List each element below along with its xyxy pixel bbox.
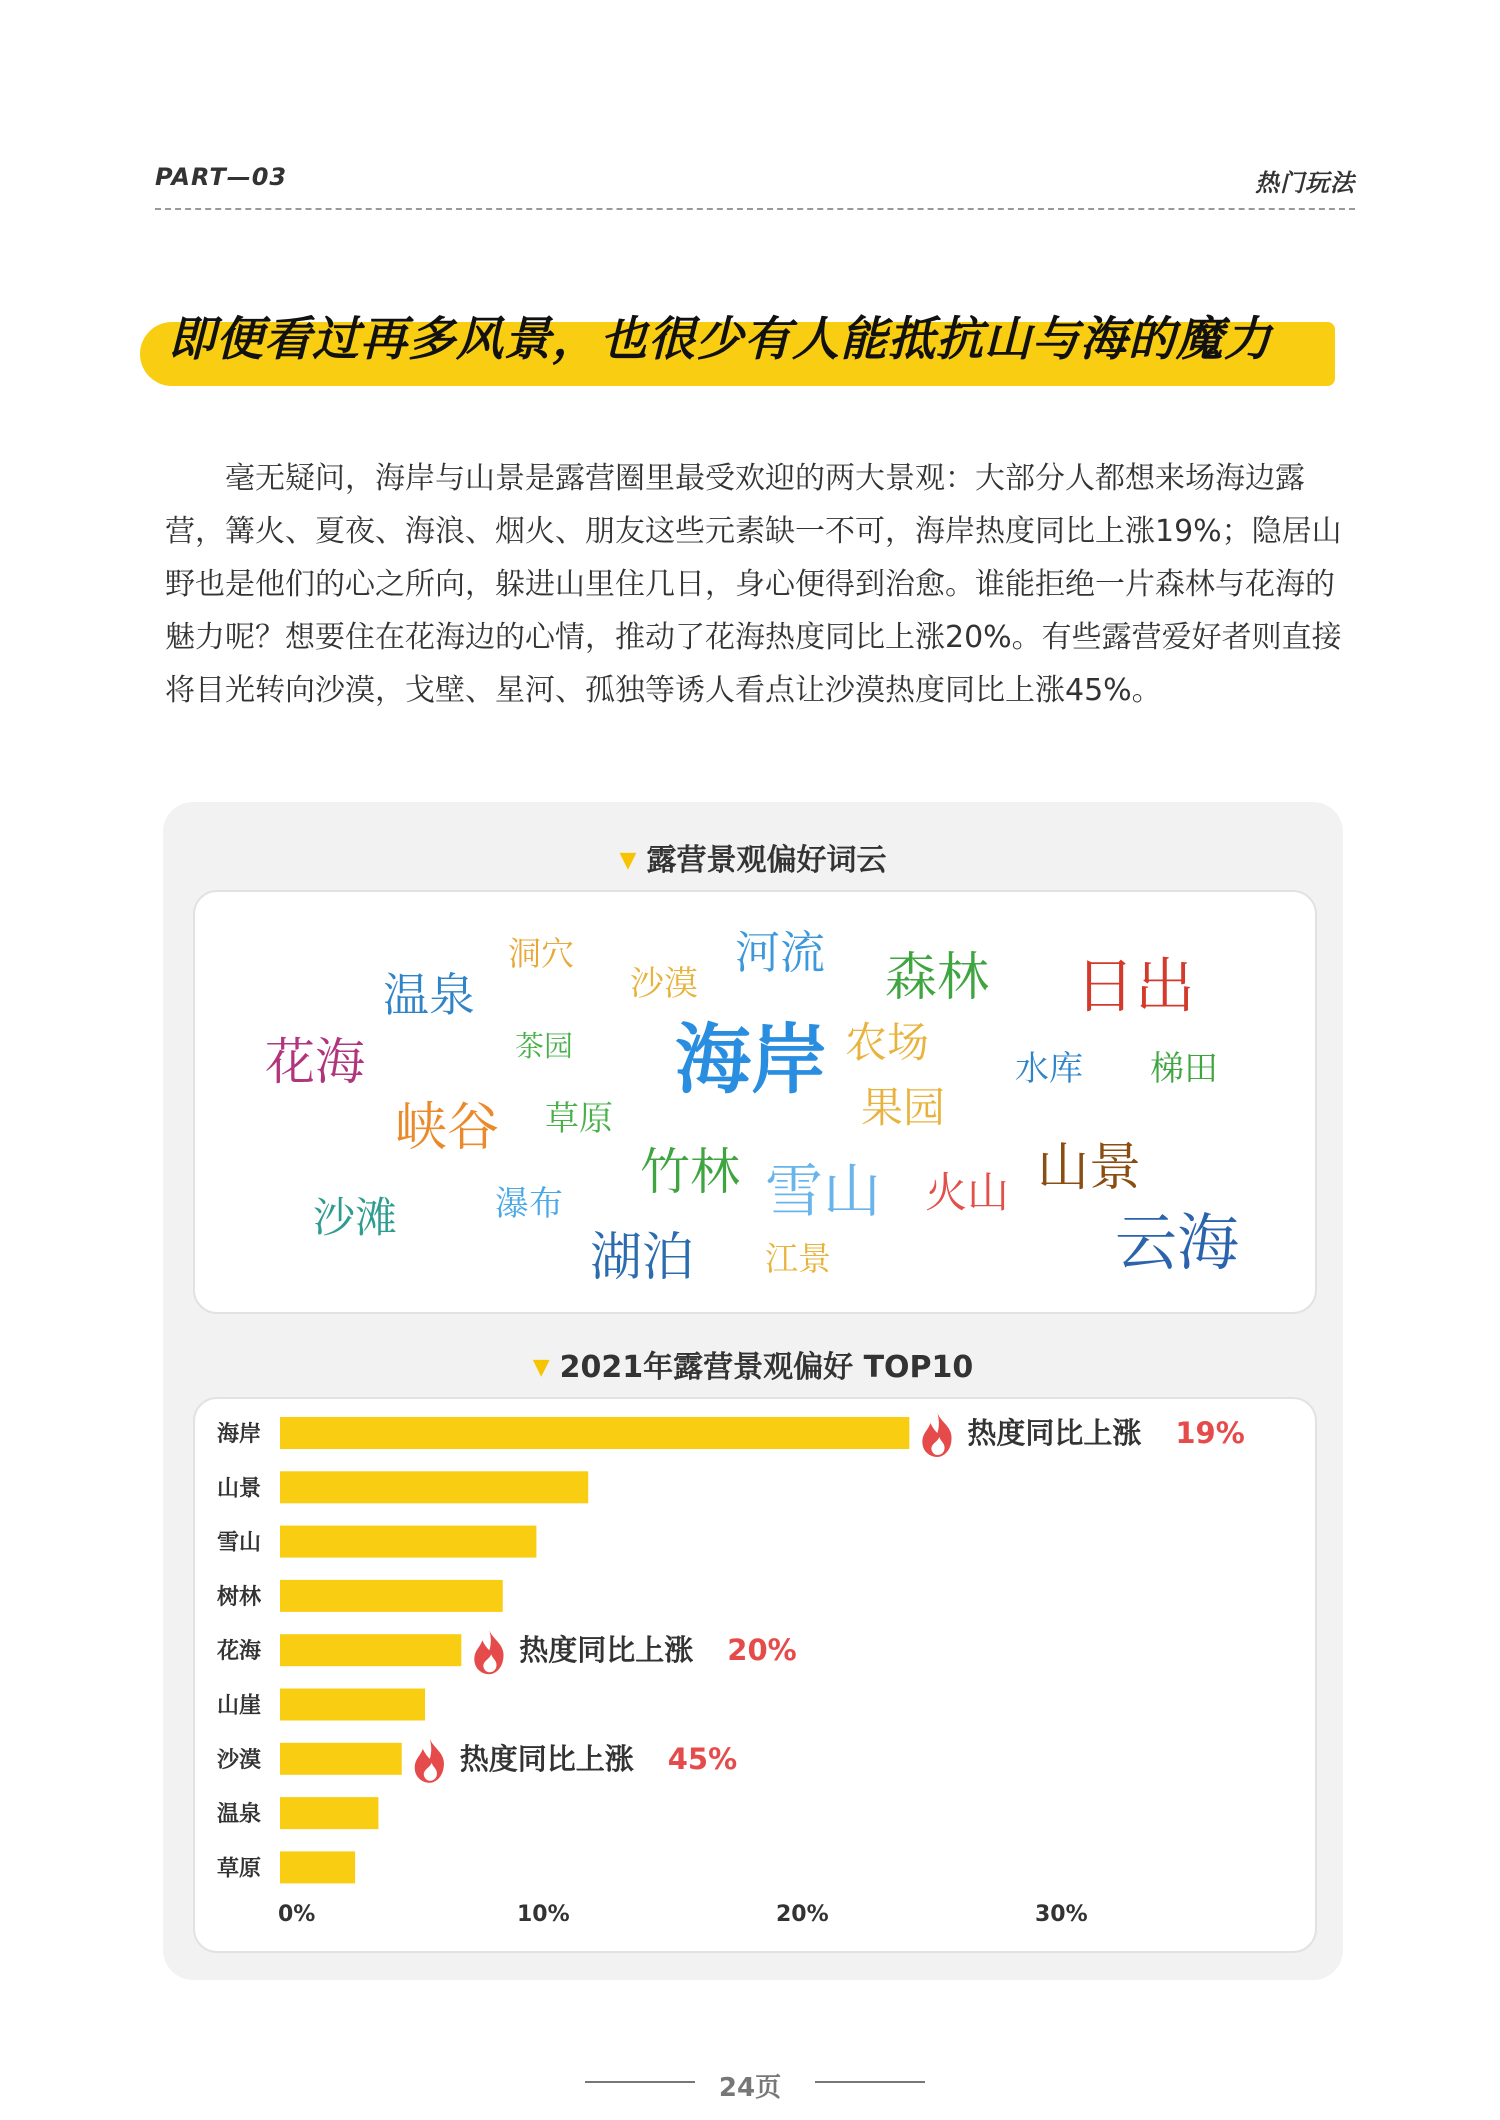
headline: 即便看过再多风景，也很少有人能抵抗山与海的魔力 bbox=[168, 312, 1272, 367]
category-label: 海岸 bbox=[217, 1422, 262, 1447]
page-number: 24页 bbox=[718, 2073, 782, 2103]
category-label: 沙漠 bbox=[217, 1747, 262, 1773]
bar-花海 bbox=[280, 1634, 461, 1666]
word-山景: 山景 bbox=[1037, 1138, 1142, 1198]
category-label: 花海 bbox=[217, 1639, 262, 1665]
word-沙漠: 沙漠 bbox=[630, 964, 698, 1004]
word-云海: 云海 bbox=[1115, 1206, 1240, 1279]
part-label: PART—03 bbox=[155, 163, 288, 191]
category-label: 草原 bbox=[217, 1856, 262, 1882]
category-label: 树林 bbox=[217, 1584, 262, 1610]
word-草原: 草原 bbox=[545, 1099, 613, 1139]
annotation-value: 19% bbox=[1175, 1416, 1245, 1450]
x-tick-label: 0% bbox=[278, 1902, 316, 1927]
bar-树林 bbox=[280, 1580, 503, 1612]
body-paragraph bbox=[165, 452, 1355, 717]
word-峡谷: 峡谷 bbox=[395, 1098, 500, 1158]
annotation-value: 45% bbox=[667, 1741, 738, 1776]
x-tick-label: 30% bbox=[1035, 1902, 1088, 1927]
word-日出: 日出 bbox=[1075, 952, 1195, 1022]
category-label: 山景 bbox=[217, 1476, 262, 1502]
bar-温泉 bbox=[280, 1797, 378, 1829]
word-洞穴: 洞穴 bbox=[508, 934, 574, 973]
bar-chart-title-text: 2021年露营景观偏好 TOP10 bbox=[559, 1350, 974, 1385]
annotation-label: 热度同比上涨 bbox=[519, 1633, 694, 1668]
word-沙滩: 沙滩 bbox=[313, 1193, 398, 1242]
fire-icon bbox=[474, 1630, 503, 1674]
word-海岸: 海岸 bbox=[675, 1015, 827, 1104]
wordcloud bbox=[193, 890, 1317, 1314]
category-label: 山崖 bbox=[217, 1693, 262, 1719]
triangle-down-icon: ▼ bbox=[532, 1355, 550, 1380]
section-label: 热门玩法 bbox=[1255, 169, 1355, 197]
header-divider bbox=[155, 208, 1355, 210]
paragraph-text: 毫无疑问，海岸与山景是露营圈里最受欢迎的两大景观：大部分人都想来场海边露营，篝火、夏夜、海浪、烟火、朋友这些元素缺一不可，海岸热度同比上涨19%；隐居山野也是他们的心之所向，躲进山里住几日，身心便得到治愈。谁能拒绝一片森林与花海的魅力呢？想要住在花海边的心情，推动了花海热度同比上涨20%。有些露营爱好者则直接将目光转向沙漠，戈壁、星河、孤独等诱人看点让沙漠热度同比上涨45%。 bbox=[165, 461, 1342, 708]
annotation-value: 20% bbox=[727, 1633, 797, 1668]
word-花海: 花海 bbox=[265, 1033, 365, 1091]
bar-chart-svg bbox=[195, 1399, 1315, 1951]
word-森林: 森林 bbox=[885, 948, 990, 1008]
figure-panel bbox=[163, 802, 1343, 1980]
word-农场: 农场 bbox=[845, 1018, 930, 1067]
wordcloud-title bbox=[163, 835, 1343, 879]
x-tick-label: 20% bbox=[776, 1902, 829, 1927]
word-湖泊: 湖泊 bbox=[590, 1228, 695, 1288]
bar-海岸 bbox=[280, 1417, 909, 1449]
footer-rule-right bbox=[815, 2081, 925, 2083]
word-梯田: 梯田 bbox=[1150, 1049, 1218, 1089]
word-火山: 火山 bbox=[925, 1168, 1010, 1217]
word-江景: 江景 bbox=[765, 1239, 831, 1278]
word-果园: 果园 bbox=[861, 1083, 946, 1132]
triangle-down-icon: ▼ bbox=[619, 848, 637, 873]
bar-chart bbox=[193, 1397, 1317, 1953]
bar-草原 bbox=[280, 1851, 355, 1883]
bar-山崖 bbox=[280, 1689, 425, 1721]
wordcloud-title-text: 露营景观偏好词云 bbox=[646, 843, 887, 878]
category-label: 温泉 bbox=[217, 1802, 262, 1828]
category-label: 雪山 bbox=[217, 1530, 262, 1556]
bar-雪山 bbox=[280, 1526, 536, 1558]
word-河流: 河流 bbox=[735, 926, 826, 979]
annotation-label: 热度同比上涨 bbox=[459, 1741, 634, 1776]
word-茶园: 茶园 bbox=[515, 1029, 574, 1063]
word-温泉: 温泉 bbox=[383, 968, 475, 1022]
word-水库: 水库 bbox=[1015, 1049, 1083, 1089]
bar-沙漠 bbox=[280, 1743, 402, 1775]
fire-icon bbox=[922, 1413, 951, 1457]
word-竹林: 竹林 bbox=[640, 1143, 740, 1201]
fire-icon bbox=[415, 1739, 444, 1783]
page-footer bbox=[0, 2067, 1500, 2103]
x-tick-label: 10% bbox=[517, 1902, 570, 1927]
word-雪山: 雪山 bbox=[765, 1157, 882, 1225]
annotation-label: 热度同比上涨 bbox=[967, 1416, 1142, 1450]
bar-山景 bbox=[280, 1471, 588, 1503]
word-瀑布: 瀑布 bbox=[495, 1184, 563, 1224]
bar-chart-title bbox=[163, 1342, 1343, 1386]
footer-rule-left bbox=[585, 2081, 695, 2083]
